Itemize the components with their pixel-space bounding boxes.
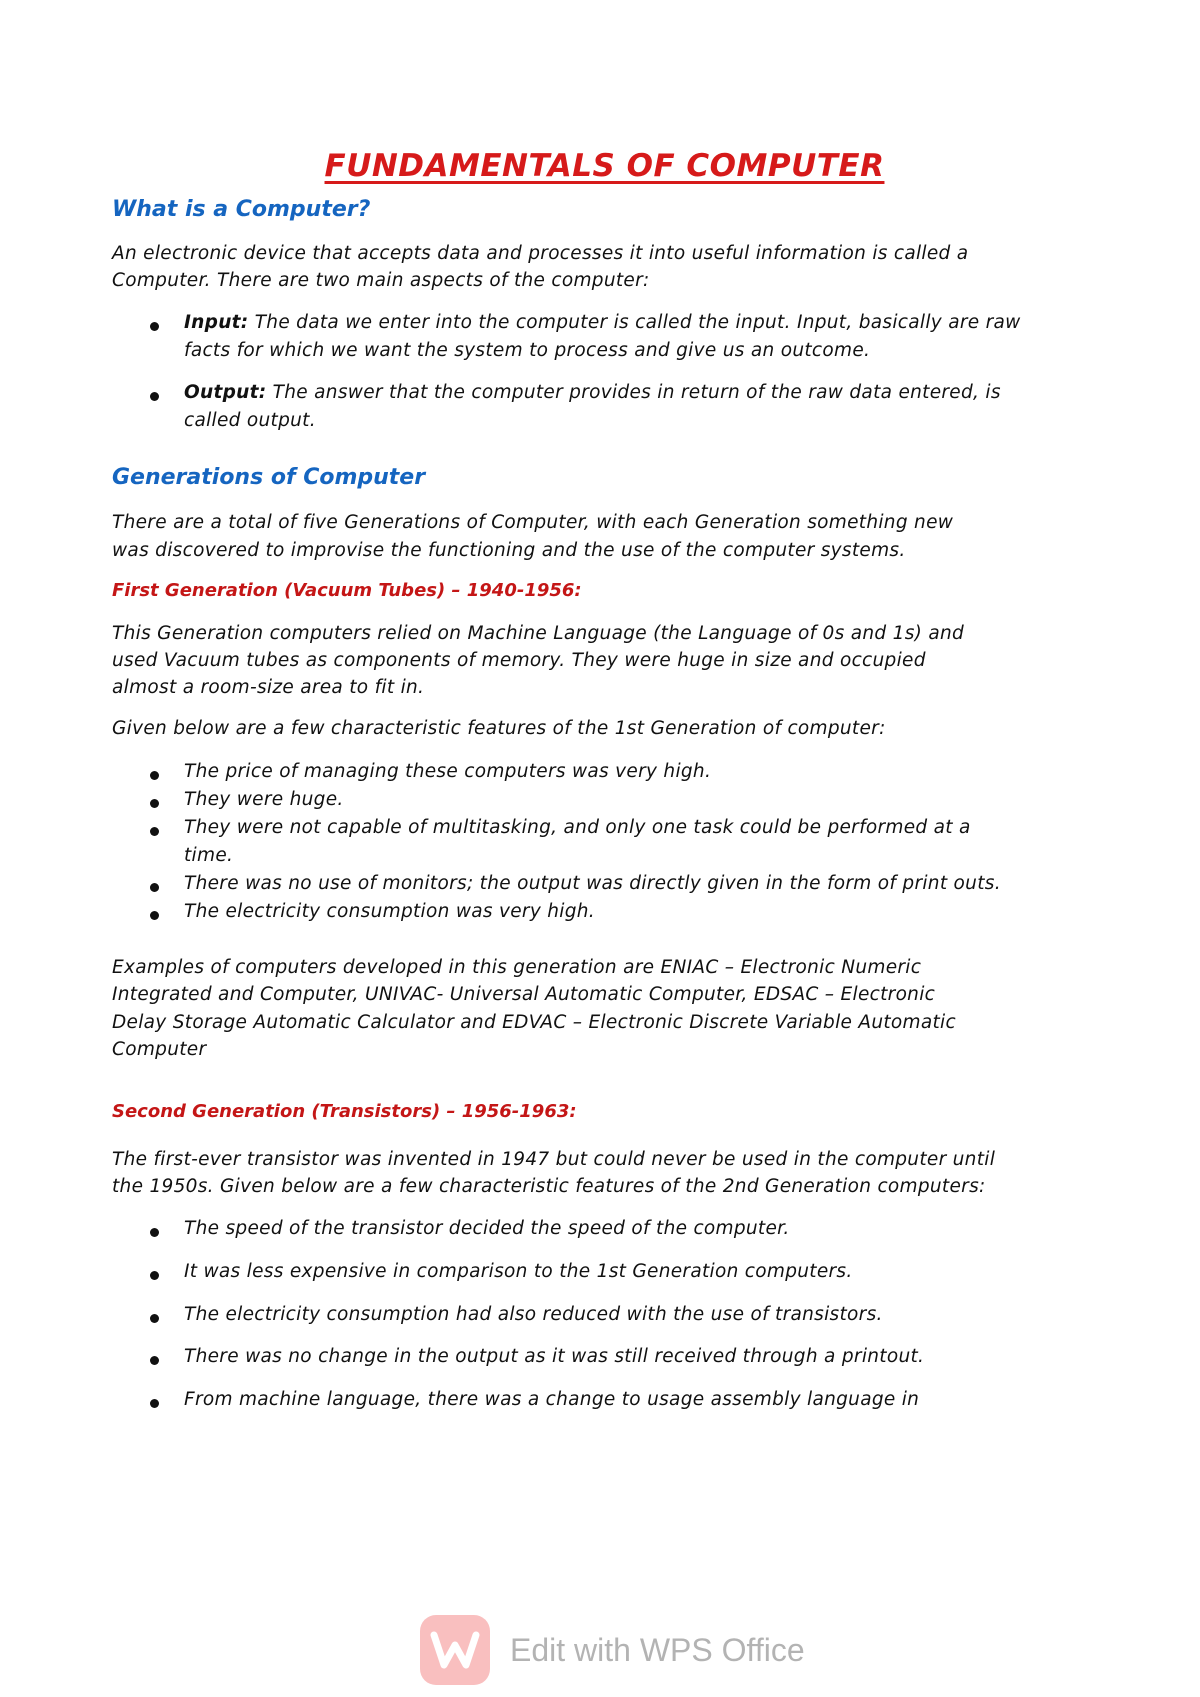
bullet-icon xyxy=(150,1356,159,1365)
bullet-icon xyxy=(150,1399,159,1408)
bullet-icon xyxy=(150,883,159,892)
list-item-text: The answer that the computer provides in return of the raw data entered, is xyxy=(266,382,1001,403)
list-item: There was no use of monitors; the output was directly given in the form of print outs. xyxy=(184,873,1001,894)
paragraph-line: used Vacuum tubes as components of memory. They were huge in size and occupied xyxy=(112,650,926,671)
paragraph-line: the 1950s. Given below are a few characteristic features of the 2nd Generation computers: xyxy=(112,1176,986,1197)
paragraph-line: was discovered to improvise the functioning and the use of the computer systems. xyxy=(112,540,906,561)
wps-watermark[interactable] xyxy=(420,1615,820,1685)
paragraph-line: Computer xyxy=(112,1039,207,1060)
paragraph-line: An electronic device that accepts data and processes it into useful information is called a xyxy=(112,243,969,264)
paragraph-line: Examples of computers developed in this generation are ENIAC – Electronic Numeric xyxy=(112,957,922,978)
document-page xyxy=(112,0,1097,1697)
paragraph-line: almost a room-size area to fit in. xyxy=(112,677,425,698)
paragraph-line: Integrated and Computer, UNIVAC- Universal Automatic Computer, EDSAC – Electronic xyxy=(112,984,936,1005)
list-item: The electricity consumption was very high. xyxy=(184,901,595,922)
bullet-icon xyxy=(150,1314,159,1323)
subsection-heading-second-generation: Second Generation (Transistors) – 1956-1963: xyxy=(112,1101,577,1122)
paragraph-line: Delay Storage Automatic Calculator and EDVAC – Electronic Discrete Variable Automatic xyxy=(112,1012,956,1033)
bullet-icon xyxy=(150,1228,159,1237)
bullet-icon xyxy=(150,322,159,331)
document-title: FUNDAMENTALS OF COMPUTER xyxy=(324,148,885,184)
list-item-continuation: time. xyxy=(184,845,234,866)
list-item: From machine language, there was a change to usage assembly language in xyxy=(184,1389,920,1410)
paragraph-line: There are a total of five Generations of Computer, with each Generation something new xyxy=(112,512,954,533)
paragraph-line: Computer. There are two main aspects of the computer: xyxy=(112,270,650,291)
wps-watermark-text: Edit with WPS Office xyxy=(510,1631,805,1668)
list-item-continuation: facts for which we want the system to process and give us an outcome. xyxy=(184,340,871,361)
list-item: There was no change in the output as it was still received through a printout. xyxy=(184,1346,925,1367)
term-label: Output: xyxy=(184,382,267,403)
list-item: The electricity consumption had also reduced with the use of transistors. xyxy=(184,1304,883,1325)
section-heading-what-is-computer: What is a Computer? xyxy=(112,197,371,222)
bullet-icon xyxy=(150,392,159,401)
list-item-continuation: called output. xyxy=(184,410,316,431)
bullet-icon xyxy=(150,799,159,808)
bullet-icon xyxy=(150,911,159,920)
paragraph-line: The first-ever transistor was invented in 1947 but could never be used in the computer until xyxy=(112,1149,996,1170)
term-label: Input: xyxy=(184,312,249,333)
list-item: They were not capable of multitasking, and only one task could be performed at a xyxy=(184,817,971,838)
list-item: They were huge. xyxy=(184,789,344,810)
wps-logo-icon xyxy=(420,1615,490,1685)
bullet-icon xyxy=(150,1271,159,1280)
subsection-heading-first-generation: First Generation (Vacuum Tubes) – 1940-1956: xyxy=(112,580,582,601)
bullet-icon xyxy=(150,827,159,836)
list-item-text: The data we enter into the computer is called the input. Input, basically are raw xyxy=(248,312,1021,333)
list-item: It was less expensive in comparison to the 1st Generation computers. xyxy=(184,1261,853,1282)
section-heading-generations: Generations of Computer xyxy=(112,465,426,490)
paragraph-line: This Generation computers relied on Machine Language (the Language of 0s and 1s) and xyxy=(112,623,965,644)
list-item: The speed of the transistor decided the speed of the computer. xyxy=(184,1218,790,1239)
list-item-output xyxy=(184,378,1097,407)
list-item: The price of managing these computers was very high. xyxy=(184,761,712,782)
list-item-input xyxy=(184,308,1097,337)
paragraph-line: Given below are a few characteristic features of the 1st Generation of computer: xyxy=(112,718,886,739)
bullet-icon xyxy=(150,771,159,780)
